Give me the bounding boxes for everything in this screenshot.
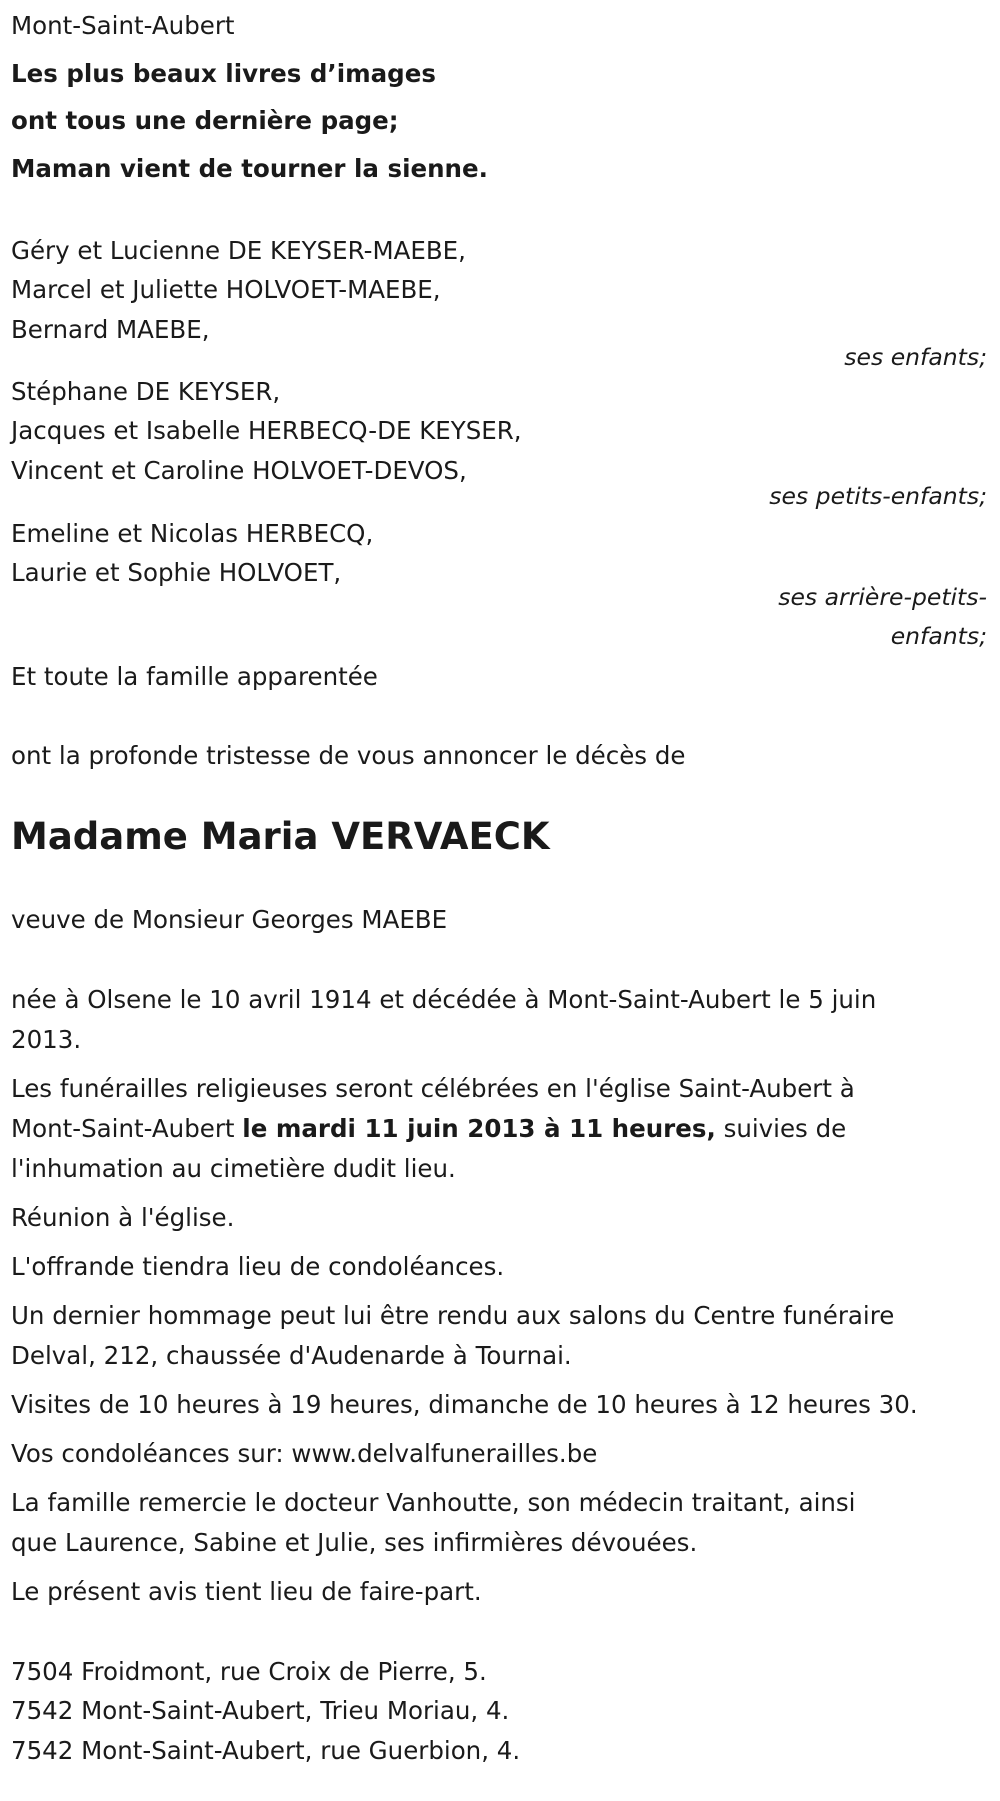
widow-of: veuve de Monsieur Georges MAEBE [11, 905, 448, 934]
great-grandchildren-label-1: ses arrière-petits- [778, 583, 987, 611]
address-1: 7504 Froidmont, rue Croix de Pierre, 5. [11, 1657, 487, 1686]
great-grandchild-1: Emeline et Nicolas HERBECQ, [11, 519, 374, 548]
address-2: 7542 Mont-Saint-Aubert, Trieu Moriau, 4. [11, 1696, 510, 1725]
notice-line: Le présent avis tient lieu de faire-part. [11, 1577, 482, 1606]
tribute-line-2: Delval, 212, chaussée d'Audenarde à Tournai. [11, 1341, 572, 1370]
child-3: Bernard MAEBE, [11, 315, 210, 344]
grandchildren-label: ses petits-enfants; [769, 482, 987, 510]
birth-death-line-1: née à Olsene le 10 avril 1914 et décédée à Mont-Saint-Aubert le 5 juin [11, 985, 877, 1014]
offering-line: L'offrande tiendra lieu de condoléances. [11, 1252, 505, 1281]
funeral-date: le mardi 11 juin 2013 à 11 heures, [242, 1114, 716, 1143]
grandchild-3: Vincent et Caroline HOLVOET-DEVOS, [11, 456, 467, 485]
grandchild-2: Jacques et Isabelle HERBECQ-DE KEYSER, [11, 416, 522, 445]
great-grandchild-2: Laurie et Sophie HOLVOET, [11, 558, 342, 587]
grandchild-1: Stéphane DE KEYSER, [11, 377, 281, 406]
deceased-name: Madame Maria VERVAECK [11, 815, 550, 858]
great-grandchildren-label-2: enfants; [890, 622, 987, 650]
birth-death-line-2: 2013. [11, 1025, 82, 1054]
poem-line-2: ont tous une dernière page; [11, 106, 399, 135]
meeting-line: Réunion à l'église. [11, 1203, 235, 1232]
address-3: 7542 Mont-Saint-Aubert, rue Guerbion, 4. [11, 1736, 521, 1765]
child-2: Marcel et Juliette HOLVOET-MAEBE, [11, 275, 441, 304]
child-1: Géry et Lucienne DE KEYSER-MAEBE, [11, 236, 466, 265]
thanks-line-2: que Laurence, Sabine et Julie, ses infirmières dévouées. [11, 1528, 698, 1557]
announcement-intro: ont la profonde tristesse de vous annoncer le décès de [11, 741, 686, 770]
location-heading: Mont-Saint-Aubert [11, 11, 235, 40]
thanks-line-1: La famille remercie le docteur Vanhoutte, son médecin traitant, ainsi [11, 1488, 856, 1517]
funeral-line-2 [11, 1109, 846, 1149]
tribute-line-1: Un dernier hommage peut lui être rendu aux salons du Centre funéraire [11, 1301, 895, 1330]
funeral-line-3: l'inhumation au cimetière dudit lieu. [11, 1154, 456, 1183]
poem-line-1: Les plus beaux livres d’images [11, 59, 436, 88]
funeral-line-1: Les funérailles religieuses seront célébrées en l'église Saint-Aubert à [11, 1074, 855, 1103]
children-label: ses enfants; [844, 343, 987, 371]
relatives-line: Et toute la famille apparentée [11, 662, 378, 691]
condolences-line: Vos condoléances sur: www.delvalfunerailles.be [11, 1439, 598, 1468]
visits-line: Visites de 10 heures à 19 heures, dimanche de 10 heures à 12 heures 30. [11, 1390, 918, 1419]
poem-line-3: Maman vient de tourner la sienne. [11, 154, 488, 183]
funeral-continuation: suivies de [715, 1114, 847, 1143]
funeral-place: Mont-Saint-Aubert [11, 1114, 243, 1143]
